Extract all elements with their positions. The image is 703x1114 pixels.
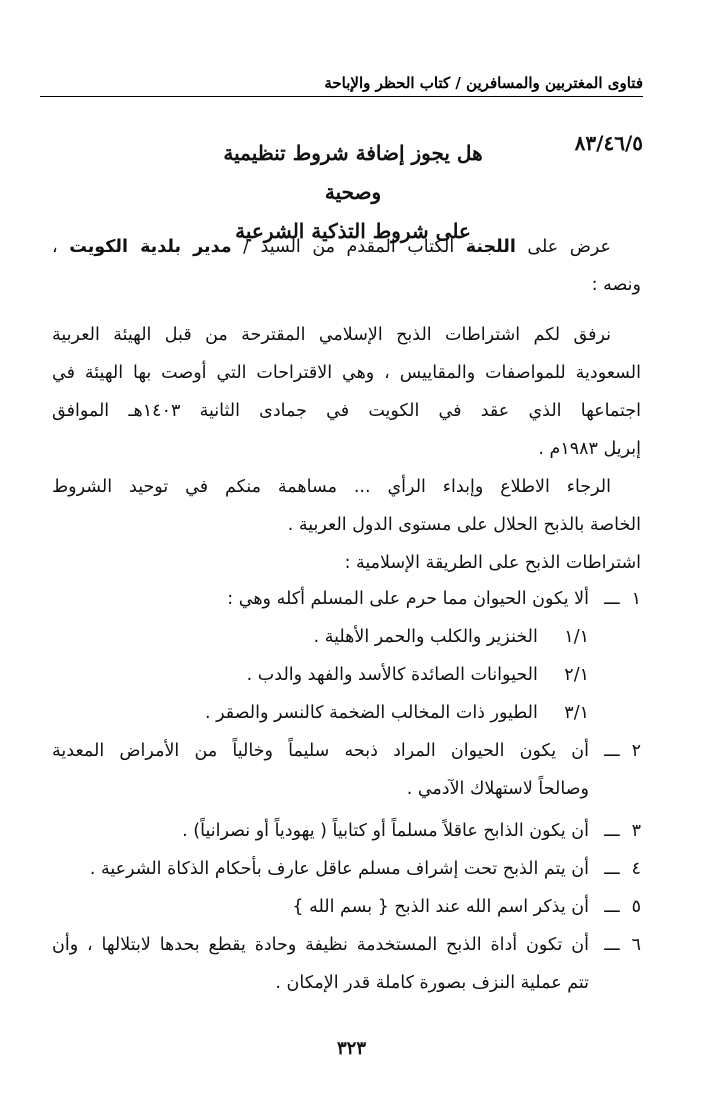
intro-text: الكتاب المقدم من السيد / bbox=[231, 237, 466, 257]
intro-line-1 bbox=[52, 228, 641, 266]
condition-2-continued bbox=[52, 770, 641, 808]
dash: ـــ bbox=[604, 859, 620, 879]
condition-text: أن يكون الحيوان المراد ذبحه سليماً وخالياً من الأمراض المعدية bbox=[52, 741, 589, 761]
condition-number: ٥ bbox=[631, 897, 641, 917]
sender-name: مدير بلدية الكويت bbox=[69, 237, 232, 257]
condition-text: أن يكون الذابح عاقلاً مسلماً أو كتابياً ( يهودياً أو نصرانياً) . bbox=[182, 821, 589, 841]
letter-p1-line-2: السعودية للمواصفات والمقاييس ، وهي الاقتراحات التي أوصت بها الهيئة في bbox=[52, 363, 641, 383]
dash: ـــ bbox=[604, 589, 620, 609]
condition-text: ألا يكون الحيوان مما حرم على المسلم أكله وهي : bbox=[227, 589, 589, 609]
condition-6 bbox=[52, 926, 641, 964]
body-text bbox=[52, 228, 641, 582]
condition-text: أن يتم الذبح تحت إشراف مسلم عاقل عارف بأحكام الذكاة الشرعية . bbox=[89, 859, 589, 879]
sub-condition-3 bbox=[52, 694, 641, 732]
title-line-1: هل يجوز إضافة شروط تنظيمية وصحية bbox=[223, 141, 483, 204]
condition-number: ٢ bbox=[631, 741, 641, 761]
committee-name: اللجنة bbox=[465, 237, 516, 257]
condition-number: ٣ bbox=[631, 821, 641, 841]
condition-6-continued bbox=[52, 964, 641, 1002]
condition-2 bbox=[52, 732, 641, 770]
intro-line-2: ونصه : bbox=[591, 275, 641, 295]
sub-condition-1 bbox=[52, 618, 641, 656]
title-line-2: على شروط التذكية الشرعية bbox=[235, 219, 471, 243]
conditions-heading: اشتراطات الذبح على الطريقة الإسلامية : bbox=[344, 553, 641, 573]
sub-text: الطيور ذات المخالب الضخمة كالنسر والصقر . bbox=[204, 703, 538, 723]
header-rule bbox=[40, 96, 643, 97]
letter-p1-line-3: اجتماعها الذي عقد في الكويت في جمادى الثانية ١٤٠٣هـ الموافق bbox=[52, 401, 642, 421]
sub-text: الخنزير والكلب والحمر الأهلية . bbox=[313, 627, 538, 647]
page-number: ٣٢٣ bbox=[336, 1038, 366, 1059]
letter-p2-line-2: الخاصة بالذبح الحلال على مستوى الدول العربية . bbox=[287, 515, 641, 535]
dash: ـــ bbox=[604, 897, 620, 917]
condition-4 bbox=[52, 850, 641, 888]
condition-5 bbox=[52, 888, 641, 926]
condition-text: أن تكون أداة الذبح المستخدمة نظيفة وحادة يقطع بحدها لابتلالها ، وأن bbox=[52, 935, 589, 955]
fatwa-number: ٨٣/٤٦/٥ bbox=[574, 131, 643, 155]
dash: ـــ bbox=[604, 821, 620, 841]
intro-text: ، bbox=[52, 237, 70, 257]
condition-text: تتم عملية النزف بصورة كاملة قدر الإمكان . bbox=[275, 973, 589, 993]
condition-1 bbox=[52, 580, 641, 618]
conditions-list bbox=[52, 580, 641, 1002]
sub-condition-2 bbox=[52, 656, 641, 694]
condition-number: ١ bbox=[631, 589, 641, 609]
sub-number: ١/١ bbox=[564, 627, 589, 647]
condition-number: ٤ bbox=[631, 859, 641, 879]
condition-text: أن يذكر اسم الله عند الذبح { بسم الله } bbox=[292, 897, 589, 917]
sub-text: الحيوانات الصائدة كالأسد والفهد والدب . bbox=[246, 665, 538, 685]
intro-text: عرض على bbox=[515, 237, 611, 257]
condition-number: ٦ bbox=[631, 935, 641, 955]
sub-number: ٢/١ bbox=[564, 665, 589, 685]
dash: ـــ bbox=[604, 935, 620, 955]
condition-text: وصالحاً لاستهلاك الآدمي . bbox=[406, 779, 589, 799]
letter-p2-line-1: الرجاء الاطلاع وإبداء الرأي ... مساهمة منكم في توحيد الشروط bbox=[52, 477, 611, 497]
sub-number: ٣/١ bbox=[564, 703, 589, 723]
running-header: فتاوى المغتربين والمسافرين / كتاب الحظر والإباحة bbox=[324, 74, 643, 92]
letter-p1-line-1: نرفق لكم اشتراطات الذبح الإسلامي المقترحة من قبل الهيئة العربية bbox=[52, 325, 611, 345]
dash: ـــ bbox=[604, 741, 620, 761]
letter-p1-line-4: إبريل ١٩٨٣م . bbox=[538, 439, 641, 459]
condition-3 bbox=[52, 812, 641, 850]
